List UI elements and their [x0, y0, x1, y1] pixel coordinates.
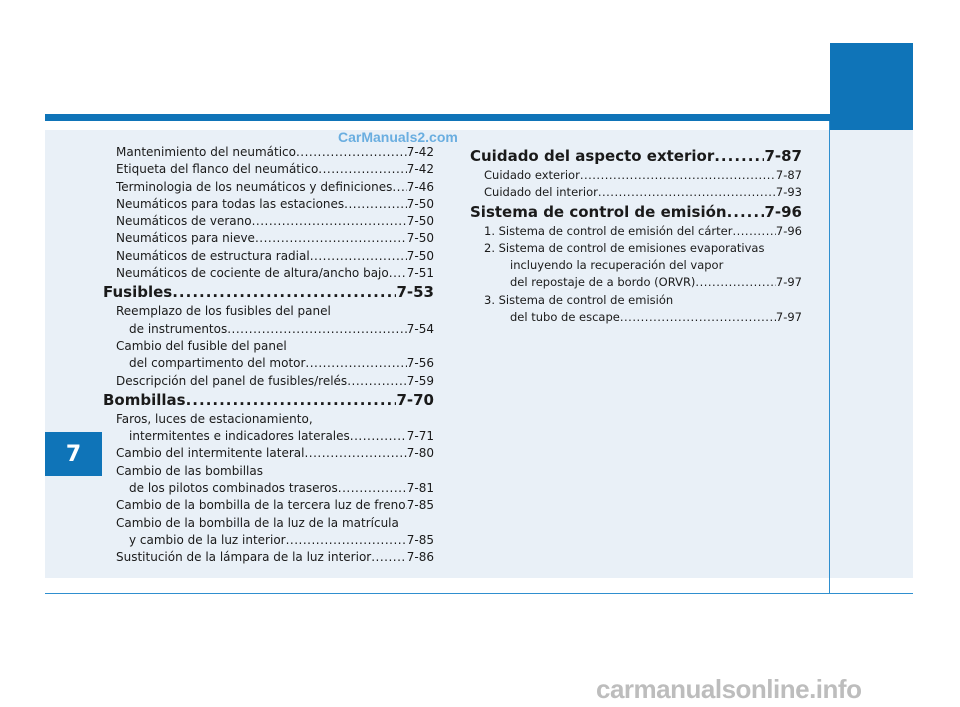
toc-entry[interactable]: Neumáticos para nieve ..... 7-50 [103, 230, 434, 247]
toc-entry[interactable]: Descripción del panel de fusibles/relés ..... 7-59 [103, 373, 434, 390]
toc-entry[interactable]: Neumáticos para todas las estaciones ..... 7-50 [103, 196, 434, 213]
chapter-tab[interactable]: 7 [45, 432, 102, 476]
toc-column-right [470, 146, 802, 326]
divider-vertical [829, 121, 830, 594]
toc-entry[interactable]: Neumáticos de cociente de altura/ancho bajo ..... 7-51 [103, 265, 434, 282]
watermark: CarManuals2.com [338, 129, 458, 145]
footer-watermark: carmanualsonline.info [596, 674, 862, 704]
toc-entry[interactable]: de instrumentos ..... 7-54 [103, 321, 434, 338]
toc-entry[interactable]: Neumáticos de estructura radial ..... 7-50 [103, 248, 434, 265]
toc-entry-line[interactable]: Cambio de la bombilla de la luz de la matrícula [116, 515, 399, 530]
toc-entry[interactable]: Neumáticos de verano ..... 7-50 [103, 213, 434, 230]
toc-entry-line[interactable]: 3. Sistema de control de emisión [484, 292, 674, 307]
toc-entry[interactable]: 1. Sistema de control de emisión del cárter ..... 7-96 [470, 223, 802, 240]
toc-entry[interactable]: Cuidado del interior ..... 7-93 [470, 184, 802, 201]
toc-entry[interactable]: Cambio del intermitente lateral ..... 7-80 [103, 445, 434, 462]
toc-entry-line[interactable]: 2. Sistema de control de emisiones evaporativas [484, 240, 765, 255]
toc-entry[interactable]: Etiqueta del flanco del neumático ..... 7-42 [103, 161, 434, 178]
toc-entry[interactable]: y cambio de la luz interior ..... 7-85 [103, 532, 434, 549]
toc-entry[interactable]: Cambio de la bombilla de la tercera luz de freno ..... 7-85 [103, 497, 434, 514]
toc-entry-line[interactable]: Faros, luces de estacionamiento, [116, 411, 313, 426]
toc-section-cuidado[interactable]: Cuidado del aspecto exterior ..... 7-87 [470, 146, 802, 167]
toc-entry[interactable]: Sustitución de la lámpara de la luz interior ..... 7-86 [103, 549, 434, 566]
toc-section-bombillas[interactable]: Bombillas ..... 7-70 [103, 390, 434, 411]
toc-entry[interactable]: Terminologia de los neumáticos y definiciones ..... 7-46 [103, 179, 434, 196]
toc-entry[interactable]: del tubo de escape ..... 7-97 [470, 309, 802, 326]
toc-section-emision[interactable]: Sistema de control de emisión ..... 7-96 [470, 202, 802, 223]
header-bar [45, 114, 913, 121]
toc-entry[interactable]: de los pilotos combinados traseros ..... 7-81 [103, 480, 434, 497]
toc-entry[interactable]: del compartimento del motor ..... 7-56 [103, 355, 434, 372]
divider-horizontal [45, 593, 913, 594]
toc-entry-line[interactable]: incluyendo la recuperación del vapor [510, 258, 724, 273]
toc-section-fusibles[interactable]: Fusibles ..... 7-53 [103, 282, 434, 303]
toc-entry[interactable]: Mantenimiento del neumático ..... 7-42 [103, 144, 434, 161]
toc-entry-line[interactable]: Reemplazo de los fusibles del panel [116, 304, 331, 319]
toc-column-left [103, 144, 434, 567]
toc-entry[interactable]: intermitentes e indicadores laterales ..... 7-71 [103, 428, 434, 445]
toc-entry[interactable]: Cuidado exterior ..... 7-87 [470, 167, 802, 184]
toc-entry[interactable]: del repostaje de a bordo (ORVR) ..... 7-97 [470, 274, 802, 291]
toc-entry-line[interactable]: Cambio de las bombillas [116, 463, 263, 478]
toc-entry-line[interactable]: Cambio del fusible del panel [116, 338, 287, 353]
